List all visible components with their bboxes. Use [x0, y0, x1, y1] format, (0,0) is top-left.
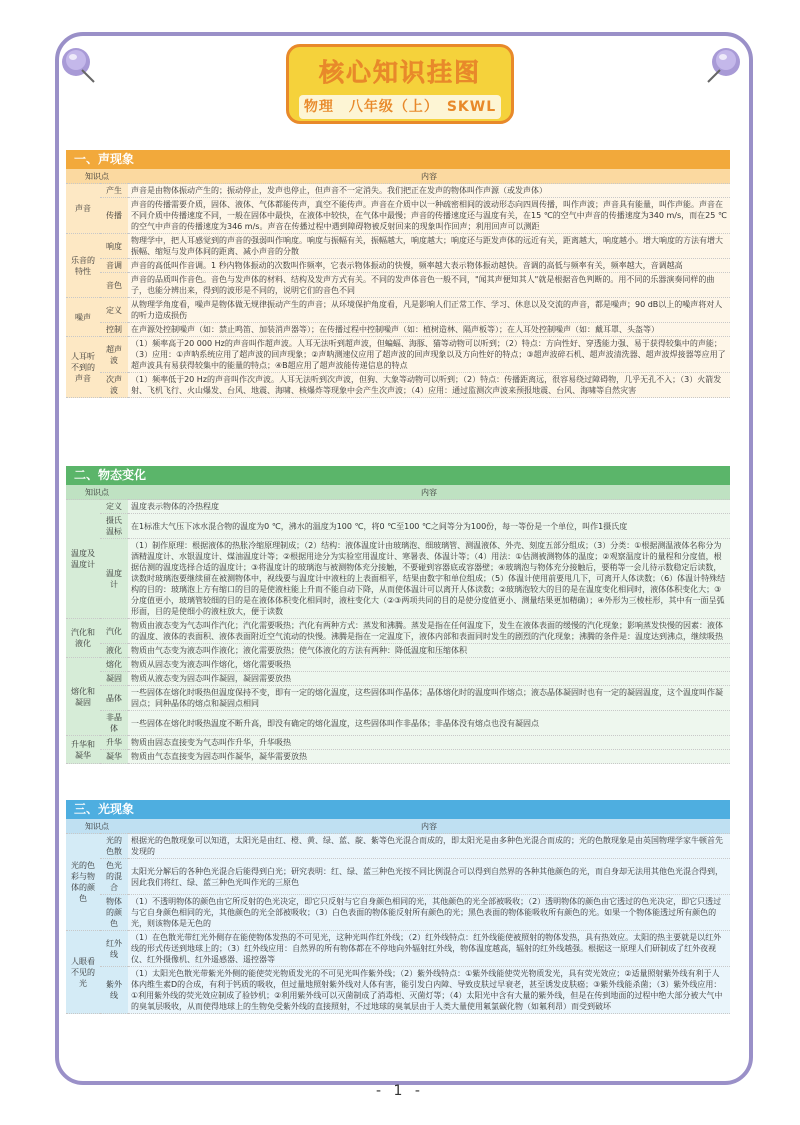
- subpoint-cell: 音调: [100, 259, 128, 273]
- subpoint-cell: 红外线: [100, 931, 128, 967]
- subpoint-cell: 定义: [100, 298, 128, 323]
- table-row: [66, 967, 730, 1014]
- content-cell: 根据光的色散现象可以知道，太阳光是由红、橙、黄、绿、蓝、靛、紫等色光混合而成的，即太阳光是由多种色光混合而成的；光的色散现象是由英国物理学家牛顿首先发现的: [128, 834, 730, 859]
- table-row: [66, 273, 730, 298]
- subpoint-cell: 凝华: [100, 750, 128, 764]
- content-cell: 物质由气态变为液态叫作液化；液化需要放热；使气体液化的方法有两种：降低温度和压缩体积: [128, 644, 730, 658]
- subpoint-cell: 音色: [100, 273, 128, 298]
- subpoint-cell: 升华: [100, 736, 128, 750]
- section-light: [66, 800, 730, 1014]
- content-cell: （1）太阳光色散光带紫光外侧的能使荧光物质发光的不可见光叫作紫外线；（2）紫外线特点：①紫外线能使荧光物质发光，具有荧光效应；②适量照射紫外线有利于人体内维生素D的合成，有利于钙质的吸收，但过量地照射紫外线对人体有害，能引发白内障、导致皮肤过早衰老，甚至诱发皮肤癌；③紫外线能杀菌；（3）紫外线应用：①利用紫外线的荧光效应制成了验钞机；②利用紫外线可以灭菌制成了消毒柜、灭菌灯等；（4）太阳光中含有大量的紫外线，但是在传到地面的过程中绝大部分被大气中的臭氧层吸收，从而使得地球上的生物免受紫外线的直接照射，不过地球的臭氧层由于人类大量使用氟氯碳化物（如氟利昂）而受到破坏: [128, 967, 730, 1014]
- category-cell: 熔化和凝固: [66, 658, 100, 736]
- category-cell: 温度及温度计: [66, 500, 100, 619]
- table-row: [66, 672, 730, 686]
- table-row: [66, 644, 730, 658]
- table-row: [66, 931, 730, 967]
- category-cell: 光的色彩与物体的颜色: [66, 834, 100, 931]
- table-row: [66, 658, 730, 672]
- subpoint-cell: 紫外线: [100, 967, 128, 1014]
- subpoint-cell: 响度: [100, 234, 128, 259]
- section-title: 三、光现象: [66, 800, 730, 819]
- category-cell: 人眼看不见的光: [66, 931, 100, 1014]
- content-cell: （1）频率低于20 Hz的声音叫作次声波。人耳无法听到次声波，但狗、大象等动物可以听到；（2）特点：传播距离远，很容易绕过障碍物，几乎无孔不入；（3）火箭发射、飞机飞行、火山爆发、台风、地震、海啸、核爆炸等现象中会产生次声波；（4）应用：通过监测次声波来预报地震、台风、海啸等自然灾害: [128, 373, 730, 398]
- pushpin-icon: [56, 40, 102, 86]
- content-cell: 物质由气态直接变为固态叫作凝华，凝华需要放热: [128, 750, 730, 764]
- pushpin-icon: [700, 40, 746, 86]
- table-row: [66, 259, 730, 273]
- content-cell: 声音是由物体振动产生的；振动停止，发声也停止，但声音不一定消失。我们把正在发声的物体叫作声源（或发声体）: [128, 184, 730, 198]
- table-row: [66, 619, 730, 644]
- table-row: [66, 539, 730, 619]
- content-cell: 在声源处控制噪声（如：禁止鸣笛、加装消声器等）；在传播过程中控制噪声（如：植树造林、隔声板等）；在人耳处控制噪声（如：戴耳罩、头盔等）: [128, 323, 730, 337]
- subpoint-cell: 次声波: [100, 373, 128, 398]
- subpoint-cell: 光的色散: [100, 834, 128, 859]
- col-header-point: 知识点: [66, 485, 128, 500]
- content-cell: 物质由固态直接变为气态叫作升华，升华吸热: [128, 736, 730, 750]
- section-state-change: [66, 466, 730, 764]
- col-header-point: 知识点: [66, 169, 128, 184]
- content-cell: （1）制作原理：根据液体的热胀冷缩原理制成；（2）结构：液体温度计由玻璃泡、细玻璃管、测温液体、外壳、刻度五部分组成；（3）分类：①根据测温液体名称分为酒精温度计、水银温度计、煤油温度计等；②根据用途分为实验室用温度计、寒暑表、体温计等；（4）用法：①估测被测物体的温度；②观察温度计的量程和分度值，根据估测的温度选择合适的温度计；③将温度计的玻璃泡与被测物体充分接触，不要碰到容器底或容器壁；④玻璃泡与物体充分接触后，要稍等一会儿待示数稳定后读数，读数时玻璃泡要继续留在被测物体中，视线要与温度计中液柱的上表面相平，结果由数字和单位组成；（5）体温计使用前要甩几下，可离开人体读数；（6）体温计特殊结构的目的：玻璃泡上方有缩口的目的是使液柱能上升而不能自动下降，从而使体温计可以离开人体读数；②玻璃泡较大的目的是在温度变化相同时，液体体积变化大；③分度值更小，玻璃管较细的目的是在液体体积变化相同时，液柱变化大（②③两项共同的目的是使分度值更小、测量结果更加精确）；④外形为三棱柱形，其中有一面呈弧形面，目的是使细小的液柱放大，便于读数: [128, 539, 730, 619]
- content-cell: 声音的品质叫作音色。音色与发声体的材料、结构及发声方式有关。不同的发声体音色一般不同，"闻其声便知其人"就是根据音色判断的。用不同的乐器演奏同样的曲子，也能分辨出来，得到的波形是不同的，说明它们的音色不同: [128, 273, 730, 298]
- section-title: 一、声现象: [66, 150, 730, 169]
- subpoint-cell: 熔化: [100, 658, 128, 672]
- page-subtitle: 物理 八年级（上） SKWL: [299, 95, 501, 119]
- category-cell: 人耳听不到的声音: [66, 337, 100, 398]
- category-cell: 声音: [66, 184, 100, 234]
- table-row: [66, 337, 730, 373]
- subpoint-cell: 摄氏温标: [100, 514, 128, 539]
- content-cell: 温度表示物体的冷热程度: [128, 500, 730, 514]
- table-row: [66, 686, 730, 711]
- table-row: [66, 859, 730, 895]
- subpoint-cell: 非晶体: [100, 711, 128, 736]
- category-cell: 噪声: [66, 298, 100, 337]
- table-row: [66, 834, 730, 859]
- knowledge-table: [66, 485, 730, 764]
- col-header-content: 内容: [128, 169, 730, 184]
- table-row: [66, 750, 730, 764]
- subpoint-cell: 色光的混合: [100, 859, 128, 895]
- knowledge-table: [66, 819, 730, 1014]
- content-cell: 一些固体在熔化时吸热温度不断升高，即没有确定的熔化温度，这些固体叫作非晶体；非晶体没有熔点也没有凝固点: [128, 711, 730, 736]
- table-row: [66, 373, 730, 398]
- table-row: [66, 736, 730, 750]
- subpoint-cell: 物体的颜色: [100, 895, 128, 931]
- content-cell: （1）在色散光带红光外侧存在能使物体发热的不可见光，这种光叫作红外线；（2）红外线特点：红外线能使被照射的物体发热，具有热效应。太阳的热主要就是以红外线的形式传送到地球上的；（3）红外线应用：自然界的所有物体都在不停地向外辐射红外线，物体温度越高，辐射的红外线越强。根据这一原理人们研制成了红外夜视仪、红外摄像机、红外遥感器、遥控器等: [128, 931, 730, 967]
- table-row: [66, 500, 730, 514]
- table-row: [66, 184, 730, 198]
- content-cell: 物质从液态变为固态叫作凝固，凝固需要放热: [128, 672, 730, 686]
- table-row: [66, 514, 730, 539]
- page-title: 核心知识挂图: [318, 58, 481, 87]
- subpoint-cell: 液化: [100, 644, 128, 658]
- subpoint-cell: 温度计: [100, 539, 128, 619]
- category-cell: 升华和凝华: [66, 736, 100, 764]
- table-row: [66, 298, 730, 323]
- subpoint-cell: 汽化: [100, 619, 128, 644]
- table-row: [66, 198, 730, 234]
- content-cell: （1）频率高于20 000 Hz的声音叫作超声波。人耳无法听到超声波，但蝙蝠、海豚、猫等动物可以听到；（2）特点：方向性好、穿透能力强、易于获得较集中的声能；（3）应用：①声呐系统应用了超声波的回声现象；②声呐测速仪应用了超声波的回声现象以及方向性好的特点；③超声波碎石机、超声波清洗器、超声波焊接器等应用了超声波具有易获得较集中的能量的特点；④B超应用了超声波能传递信息的特点: [128, 337, 730, 373]
- content-cell: 物理学中，把人耳感觉到的声音的强弱叫作响度。响度与振幅有关，振幅越大，响度越大；响度还与距发声体的远近有关，距离越大，响度越小。增大响度的方法有增大振幅、缩短与发声体间的距离、减小声音的分散: [128, 234, 730, 259]
- content-cell: 在1标准大气压下冰水混合物的温度为0 ℃，沸水的温度为100 ℃，将0 ℃至100 ℃之间等分为100份，每一等份是一个单位，叫作1摄氏度: [128, 514, 730, 539]
- col-header-content: 内容: [128, 819, 730, 834]
- subpoint-cell: 超声波: [100, 337, 128, 373]
- page-number: - 1 -: [376, 1083, 424, 1099]
- table-row: [66, 711, 730, 736]
- category-cell: 乐音的特性: [66, 234, 100, 298]
- content-cell: 从物理学角度看，噪声是物体做无规律振动产生的声音；从环境保护角度看，凡是影响人们正常工作、学习、休息以及交流的声音，都是噪声；90 dB以上的噪声将对人的听力造成损伤: [128, 298, 730, 323]
- subpoint-cell: 传播: [100, 198, 128, 234]
- section-sound: [66, 150, 730, 398]
- content-cell: 太阳光分解后的各种色光混合后能得到白光；研究表明：红、绿、蓝三种色光按不同比例混合可以得到自然界的各种其他颜色的光，而自身却无法用其他色光混合得到，因此我们将红、绿、蓝三种色光叫作光的三原色: [128, 859, 730, 895]
- subpoint-cell: 产生: [100, 184, 128, 198]
- content-cell: 物质由液态变为气态叫作汽化；汽化需要吸热；汽化有两种方式：蒸发和沸腾。蒸发是指在任何温度下，发生在液体表面的缓慢的汽化现象；影响蒸发快慢的因素：液体的温度、液体的表面积、液体表面附近空气流动的快慢。沸腾是指在一定温度下，液体内部和表面同时发生的剧烈的汽化现象；沸腾的条件是：温度达到沸点，继续吸热: [128, 619, 730, 644]
- col-header-point: 知识点: [66, 819, 128, 834]
- content-cell: 一些固体在熔化时吸热但温度保持不变，即有一定的熔化温度，这些固体叫作晶体；晶体熔化时的温度叫作熔点；液态晶体凝固时也有一定的凝固温度，这个温度叫作凝固点；同种晶体的熔点和凝固点相同: [128, 686, 730, 711]
- subpoint-cell: 控制: [100, 323, 128, 337]
- title-banner: [286, 44, 514, 124]
- content-cell: 物质从固态变为液态叫作熔化，熔化需要吸热: [128, 658, 730, 672]
- content-cell: 声音的高低叫作音调。1 秒内物体振动的次数叫作频率，它表示物体振动的快慢，频率越大表示物体振动越快。音调的高低与频率有关，频率越大，音调越高: [128, 259, 730, 273]
- content-cell: （1）不透明物体的颜色由它所反射的色光决定，即它只反射与它自身颜色相同的光，其他颜色的光全部被吸收；（2）透明物体的颜色由它透过的色光决定，即它只透过与它自身颜色相同的光，其他颜色的光全部被吸收；（3）白色表面的物体能反射所有颜色的光；黑色表面的物体能吸收所有颜色的光。如果一个物体能透过所有颜色的光，则该物体是无色的: [128, 895, 730, 931]
- content-cell: 声音的传播需要介质，固体、液体、气体都能传声，真空不能传声。声音在介质中以一种疏密相间的波动形态向四周传播，叫作声波；声音具有能量，叫作声能。声音在不同介质中传播速度不同，一般在固体中最快，在液体中较快，在气体中最慢；声音的传播速度还与温度有关，在15 ℃的空气中声音的传播速度为340 m/s，而在25 ℃的空气中声音的传播速度为346 m/s。声音在传播过程中遇到障碍物被反射回来的现象叫作回声；利用回声可以测距: [128, 198, 730, 234]
- section-title: 二、物态变化: [66, 466, 730, 485]
- col-header-content: 内容: [128, 485, 730, 500]
- subpoint-cell: 定义: [100, 500, 128, 514]
- subpoint-cell: 凝固: [100, 672, 128, 686]
- table-row: [66, 234, 730, 259]
- knowledge-table: [66, 169, 730, 398]
- table-row: [66, 895, 730, 931]
- subpoint-cell: 晶体: [100, 686, 128, 711]
- table-row: [66, 323, 730, 337]
- category-cell: 汽化和液化: [66, 619, 100, 658]
